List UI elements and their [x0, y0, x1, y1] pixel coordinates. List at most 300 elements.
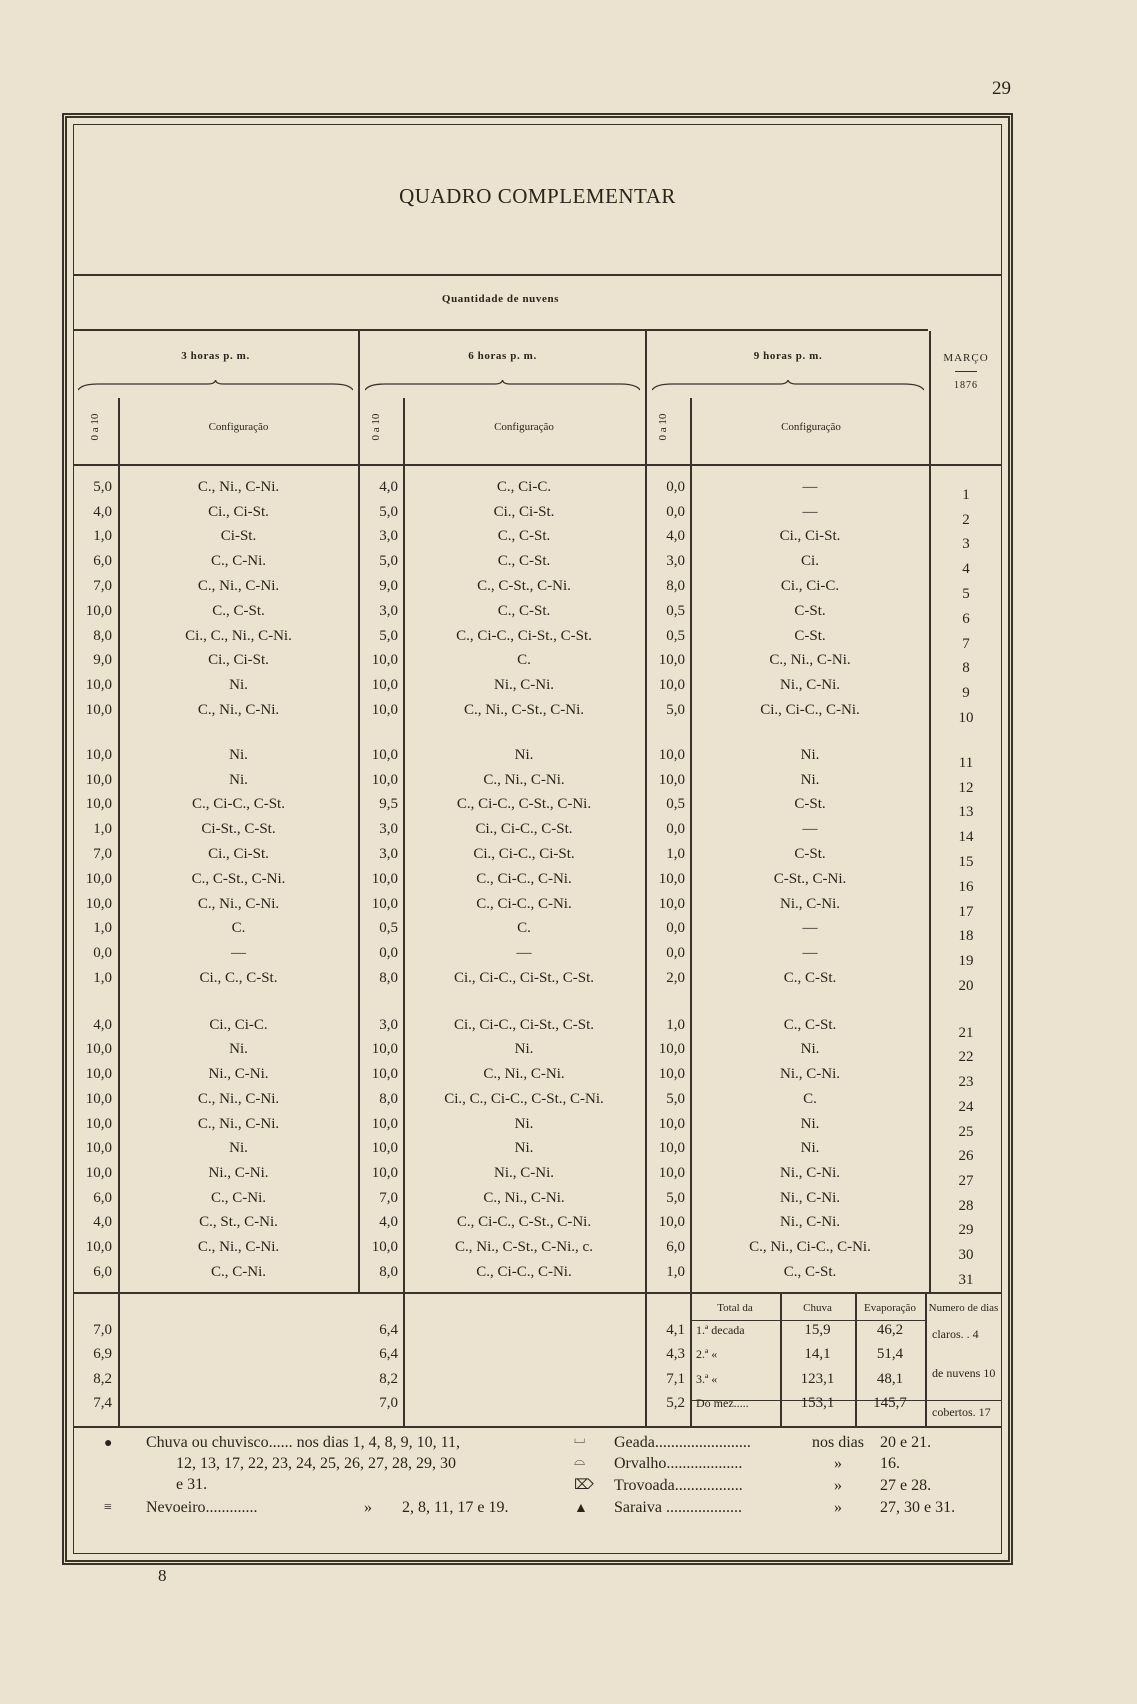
cloud-config-cell: Ci., Ci-C., Ci-St. — [473, 846, 575, 862]
day-cell: 27 — [958, 1173, 974, 1189]
cloud-config-cell: C., Ni., C-Ni. — [197, 896, 280, 912]
cloud-amount-cell: 10,0 — [658, 1041, 685, 1057]
cloud-config-cell: C., C-St., C-Ni. — [477, 578, 571, 594]
day-cell: 28 — [958, 1198, 974, 1214]
cloud-amount-cell: 0,0 — [379, 945, 398, 961]
cloud-config-cell: — — [802, 479, 818, 495]
cloud-amount-cell: 10,0 — [85, 702, 112, 718]
summary-chuva-cell: 14,1 — [804, 1346, 831, 1362]
legend-fog: Nevoeiro............. — [146, 1499, 258, 1516]
cloud-config-cell: Ni. — [514, 1041, 534, 1057]
cloud-amount-cell: 0,5 — [666, 796, 685, 812]
summary-v3-cell: 7,0 — [93, 1322, 112, 1338]
cloud-amount-cell: 0,0 — [666, 504, 685, 520]
cloud-amount-cell: 0,5 — [666, 628, 685, 644]
cloud-amount-cell: 7,0 — [93, 578, 112, 594]
period-9pm-label: 9 horas p. m. — [753, 350, 823, 362]
day-cell: 24 — [958, 1099, 974, 1115]
header-rule — [73, 464, 1002, 466]
cloud-amount-cell: 10,0 — [371, 896, 398, 912]
legend-rain-line1: Chuva ou chuvisco...... nos dias 1, 4, 8, 9, 10, 11, — [146, 1434, 461, 1451]
cloud-config-cell: C., Ci-C., C-St. — [192, 796, 285, 812]
cloud-config-cell: C., Ni., Ci-C., C-Ni. — [749, 1239, 871, 1255]
cloud-amount-cell: 10,0 — [371, 1165, 398, 1181]
dias-nuvens: de nuvens 10 — [932, 1366, 996, 1380]
cloud-amount-cell: 5,0 — [379, 504, 398, 520]
thunder-icon: ⌦ — [574, 1478, 594, 1493]
cloud-amount-cell: 10,0 — [371, 1140, 398, 1156]
cloud-amount-cell: 5,0 — [93, 479, 112, 495]
cloud-amount-cell: 8,0 — [379, 970, 398, 986]
summary-evap-cell: 46,2 — [876, 1322, 904, 1338]
summary-evap-cell: 48,1 — [876, 1371, 904, 1387]
cloud-config-cell: Ci., C., Ni., C-Ni. — [185, 628, 292, 644]
scale-6pm: 0 a 10 — [370, 413, 382, 441]
cloud-config-cell: C., C-St. — [783, 970, 837, 986]
cloud-config-cell: C., C-St. — [497, 603, 551, 619]
cloud-config-cell: Ni., C-Ni. — [208, 1066, 269, 1082]
group-header: Quantidade de nuvens — [441, 293, 560, 305]
cloud-amount-cell: 4,0 — [379, 1214, 398, 1230]
cloud-config-cell: Ci., Ci-St. — [779, 528, 841, 544]
legend-thunder: Trovoada................. — [614, 1477, 743, 1494]
brace-3pm — [78, 380, 353, 392]
frost-icon: ⌴ — [574, 1432, 586, 1447]
cloud-config-cell: Ni. — [800, 747, 820, 763]
cloud-amount-cell: 1,0 — [666, 1017, 685, 1033]
cloud-amount-cell: 7,0 — [379, 1190, 398, 1206]
title-rule — [73, 274, 1002, 276]
summary-bottom-rule — [73, 1426, 1002, 1428]
legend-rain-line2: 12, 13, 17, 22, 23, 24, 25, 26, 27, 28, 29, 30 — [176, 1455, 456, 1472]
cloud-config-cell: Ni. — [514, 1140, 534, 1156]
cloud-amount-cell: 3,0 — [379, 603, 398, 619]
cloud-config-cell: Ni. — [800, 1140, 820, 1156]
cloud-amount-cell: 10,0 — [85, 603, 112, 619]
day-cell: 8 — [962, 660, 970, 676]
legend-frost-days: 20 e 21. — [880, 1434, 932, 1451]
cloud-config-cell: C-St., C-Ni. — [773, 871, 847, 887]
cloud-config-cell: Ci., Ci-C., Ci-St., C-St. — [453, 1017, 595, 1033]
cloud-amount-cell: 1,0 — [666, 1264, 685, 1280]
cloud-config-cell: Ni. — [229, 677, 248, 693]
cloud-config-cell: C., Ci-C., Ci-St., C-St. — [456, 628, 592, 644]
scale-9pm: 0 a 10 — [657, 413, 669, 441]
hail-icon: ▲ — [574, 1501, 588, 1516]
cloud-config-cell: Ci., Ci-C., C-Ni. — [760, 702, 860, 718]
cloud-amount-cell: 10,0 — [371, 747, 398, 763]
cloud-config-cell: C., Ni., C-Ni. — [197, 1091, 280, 1107]
summary-chuva-cell: 15,9 — [804, 1322, 831, 1338]
brace-6pm — [365, 380, 640, 392]
summary-chuva-cell: 153,1 — [800, 1395, 835, 1411]
cloud-config-cell: C., St., C-Ni. — [199, 1214, 278, 1230]
cloud-config-cell: C., Ci-C. — [496, 479, 552, 495]
cloud-amount-cell: 6,0 — [93, 553, 112, 569]
month-header: MARÇO — [943, 352, 989, 364]
cloud-amount-cell: 10,0 — [85, 1091, 112, 1107]
summary-v3-cell: 7,4 — [93, 1395, 112, 1411]
summary-evap-cell: 51,4 — [876, 1346, 904, 1362]
day-cell: 15 — [958, 854, 974, 870]
cloud-config-cell: Ni., C-Ni. — [780, 896, 840, 912]
cloud-config-cell: Ci., Ci-St. — [208, 846, 269, 862]
cloud-config-cell: C., Ni., C-Ni. — [769, 652, 851, 668]
cloud-amount-cell: 10,0 — [371, 772, 398, 788]
cloud-config-cell: Ni., C-Ni. — [208, 1165, 269, 1181]
cloud-config-cell: C-St. — [794, 628, 826, 644]
day-cell: 7 — [962, 636, 970, 652]
cloud-amount-cell: 10,0 — [658, 1140, 685, 1156]
period-3pm-label: 3 horas p. m. — [181, 350, 250, 362]
day-cell: 21 — [958, 1025, 974, 1041]
cloud-amount-cell: 3,0 — [379, 821, 398, 837]
summary-v6-cell: 6,4 — [379, 1346, 398, 1362]
day-cell: 12 — [958, 780, 974, 796]
cloud-amount-cell: 9,5 — [379, 796, 398, 812]
day-cell: 26 — [958, 1148, 974, 1164]
cloud-amount-cell: 0,5 — [666, 603, 685, 619]
cloud-amount-cell: 10,0 — [371, 1239, 398, 1255]
cloud-amount-cell: 6,0 — [93, 1190, 112, 1206]
dias-claros: claros. . 4 — [932, 1327, 979, 1341]
cloud-amount-cell: 4,0 — [93, 1017, 112, 1033]
cloud-config-cell: C., Ni., C-Ni. — [483, 1066, 565, 1082]
cloud-amount-cell: 10,0 — [371, 677, 398, 693]
cloud-amount-cell: 10,0 — [658, 1165, 685, 1181]
cloud-config-cell: C., Ci-C., C-Ni. — [476, 896, 572, 912]
config-9pm: Configuração — [781, 421, 841, 433]
cloud-config-cell: Ni. — [800, 1041, 820, 1057]
cloud-amount-cell: 4,0 — [666, 528, 685, 544]
cloud-config-cell: C., Ni., C-Ni. — [197, 479, 280, 495]
cloud-config-cell: Ni., C-Ni. — [780, 1165, 840, 1181]
cloud-amount-cell: 10,0 — [658, 1116, 685, 1132]
cloud-amount-cell: 10,0 — [371, 1041, 398, 1057]
summary-period-cell: 1.ª decada — [696, 1323, 745, 1337]
cloud-amount-cell: 10,0 — [85, 772, 112, 788]
cloud-amount-cell: 10,0 — [371, 1116, 398, 1132]
cloud-config-cell: Ci., Ci-St. — [493, 504, 555, 520]
cloud-config-cell: Ni., C-Ni. — [780, 1066, 840, 1082]
cloud-amount-cell: 0,0 — [666, 920, 685, 936]
cloud-config-cell: — — [802, 821, 818, 837]
cloud-config-cell: C. — [231, 920, 246, 936]
legend-thunder-days: 27 e 28. — [880, 1477, 932, 1494]
cloud-amount-cell: 10,0 — [658, 896, 685, 912]
cloud-config-cell: C., Ni., C-Ni. — [197, 578, 280, 594]
summary-period-cell: 3.ª « — [696, 1372, 718, 1386]
legend-dew: Orvalho................... — [614, 1455, 743, 1472]
day-cell: 16 — [958, 879, 974, 895]
page-number: 29 — [992, 78, 1011, 99]
inner-frame — [73, 124, 1002, 1554]
cloud-amount-cell: 4,0 — [379, 479, 398, 495]
summary-v9-cell: 7,1 — [666, 1371, 685, 1387]
legend-dew-days: 16. — [880, 1455, 900, 1472]
cloud-amount-cell: 1,0 — [93, 970, 112, 986]
cloud-config-cell: Ci-St. — [220, 528, 257, 544]
cloud-amount-cell: 10,0 — [85, 1140, 112, 1156]
cloud-amount-cell: 5,0 — [379, 628, 398, 644]
summary-top-rule — [73, 1292, 1002, 1294]
cloud-amount-cell: 7,0 — [93, 846, 112, 862]
scale-3pm: 0 a 10 — [89, 413, 101, 441]
cloud-amount-cell: 10,0 — [658, 747, 685, 763]
year-header: 1876 — [954, 380, 978, 391]
day-cell: 3 — [962, 536, 970, 552]
cloud-config-cell: C., Ci-C., C-Ni. — [476, 871, 572, 887]
legend-frost: Geada........................ — [614, 1434, 751, 1451]
group-rule — [73, 329, 928, 331]
fog-lines-icon: ≡ — [104, 1500, 112, 1515]
cloud-config-cell: Ni., C-Ni. — [780, 1214, 840, 1230]
cloud-amount-cell: 5,0 — [666, 1091, 685, 1107]
day-cell: 17 — [958, 904, 974, 920]
table-title: QUADRO COMPLEMENTAR — [399, 184, 676, 208]
summary-v6-cell: 8,2 — [379, 1371, 398, 1387]
footer-page-number: 8 — [158, 1566, 167, 1585]
cloud-amount-cell: 10,0 — [371, 652, 398, 668]
cloud-amount-cell: 1,0 — [93, 821, 112, 837]
cloud-amount-cell: 10,0 — [85, 677, 112, 693]
cloud-config-cell: Ci., Ci-C., Ci-St., C-St. — [453, 970, 595, 986]
day-cell: 2 — [962, 512, 970, 528]
month-rule — [955, 371, 977, 372]
dias-cobertos: cobertos. 17 — [932, 1405, 991, 1419]
cloud-amount-cell: 10,0 — [371, 1066, 398, 1082]
cloud-config-cell: C., Ci-C., C-Ni. — [476, 1264, 572, 1280]
cloud-config-cell: C., Ni., C-Ni. — [197, 1116, 280, 1132]
summary-v3-cell: 8,2 — [93, 1371, 112, 1387]
cloud-config-cell: C. — [803, 1091, 817, 1107]
legend-hail-quote: » — [834, 1499, 842, 1516]
cloud-config-cell: Ci., Ci-C., C-St. — [475, 821, 573, 837]
cloud-amount-cell: 10,0 — [85, 747, 112, 763]
summary-period-cell: Do mez..... — [696, 1396, 749, 1410]
cloud-config-cell: C., Ci-C., C-St., C-Ni. — [456, 1214, 592, 1230]
day-cell: 20 — [958, 978, 974, 994]
cloud-amount-cell: 10,0 — [85, 1116, 112, 1132]
cloud-config-cell: Ci., Ci-St. — [208, 652, 269, 668]
day-cell: 25 — [958, 1124, 974, 1140]
cloud-config-cell: Ci., C., C-St. — [199, 970, 278, 986]
summary-v9-cell: 5,2 — [666, 1395, 685, 1411]
summary-v3-cell: 6,9 — [93, 1346, 112, 1362]
day-cell: 23 — [958, 1074, 974, 1090]
cloud-amount-cell: 10,0 — [658, 1214, 685, 1230]
cloud-config-cell: C. — [517, 920, 531, 936]
cloud-config-cell: C., Ci-C., C-St., C-Ni. — [456, 796, 592, 812]
sum-header-total: Total da — [717, 1302, 753, 1314]
cloud-config-cell: C., C-St. — [783, 1017, 837, 1033]
day-cell: 31 — [958, 1272, 974, 1288]
cloud-config-cell: C. — [517, 652, 531, 668]
cloud-config-cell: Ni. — [229, 747, 248, 763]
cloud-amount-cell: 10,0 — [85, 1041, 112, 1057]
cloud-config-cell: Ni., C-Ni. — [780, 677, 840, 693]
cloud-config-cell: Ci-St., C-St. — [201, 821, 276, 837]
day-cell: 13 — [958, 804, 974, 820]
cloud-amount-cell: 2,0 — [666, 970, 685, 986]
cloud-amount-cell: 10,0 — [85, 896, 112, 912]
cloud-config-cell: C., C-Ni. — [210, 553, 266, 569]
cloud-config-cell: Ni., C-Ni. — [494, 677, 554, 693]
cloud-amount-cell: 10,0 — [85, 871, 112, 887]
cloud-amount-cell: 3,0 — [379, 1017, 398, 1033]
summary-v6-cell: 7,0 — [379, 1395, 398, 1411]
cloud-amount-cell: 10,0 — [85, 1165, 112, 1181]
cloud-config-cell: Ni. — [229, 1041, 248, 1057]
cloud-amount-cell: 4,0 — [93, 504, 112, 520]
dew-icon: ⌓ — [574, 1454, 586, 1469]
cloud-amount-cell: 5,0 — [666, 702, 685, 718]
summary-v9-cell: 4,1 — [666, 1322, 685, 1338]
cloud-config-cell: Ni. — [800, 1116, 820, 1132]
day-cell: 14 — [958, 829, 974, 845]
cloud-amount-cell: 9,0 — [93, 652, 112, 668]
cloud-config-cell: C., Ni., C-Ni. — [483, 772, 565, 788]
period-6pm-label: 6 horas p. m. — [468, 350, 537, 362]
cloud-config-cell: C., C-St. — [497, 528, 551, 544]
cloud-config-cell: C-St. — [794, 796, 826, 812]
cloud-amount-cell: 3,0 — [379, 846, 398, 862]
day-cell: 30 — [958, 1247, 974, 1263]
cloud-config-cell: Ci., Ci-St. — [208, 504, 269, 520]
cloud-config-cell: Ci., C., Ci-C., C-St., C-Ni. — [444, 1091, 604, 1107]
cloud-config-cell: Ni. — [800, 772, 820, 788]
cloud-amount-cell: 10,0 — [85, 1066, 112, 1082]
cloud-amount-cell: 10,0 — [658, 1066, 685, 1082]
cloud-amount-cell: 1,0 — [666, 846, 685, 862]
cloud-config-cell: C., C-St. — [212, 603, 265, 619]
cloud-config-cell: C., Ni., C-St., C-Ni. — [463, 702, 584, 718]
cloud-config-cell: — — [802, 920, 818, 936]
rain-dot-icon: ● — [104, 1436, 113, 1451]
summary-chuva-cell: 123,1 — [800, 1371, 835, 1387]
cloud-config-cell: — — [516, 945, 532, 961]
day-cell: 22 — [958, 1049, 974, 1065]
cloud-amount-cell: 9,0 — [379, 578, 398, 594]
sum-header-evap: Evaporação — [864, 1302, 916, 1314]
cloud-config-cell: Ci. — [801, 553, 819, 569]
cloud-amount-cell: 6,0 — [93, 1264, 112, 1280]
cloud-amount-cell: 4,0 — [93, 1214, 112, 1230]
cloud-config-cell: C-St. — [794, 603, 826, 619]
cloud-amount-cell: 10,0 — [658, 677, 685, 693]
cloud-amount-cell: 8,0 — [93, 628, 112, 644]
cloud-amount-cell: 0,0 — [666, 945, 685, 961]
day-cell: 1 — [962, 487, 970, 503]
legend-frost-quote: nos dias — [812, 1434, 864, 1451]
cloud-config-cell: Ni., C-Ni. — [780, 1190, 840, 1206]
cloud-config-cell: Ci., Ci-C. — [209, 1017, 268, 1033]
day-cell: 6 — [962, 611, 970, 627]
cloud-config-cell: C., Ni., C-Ni. — [197, 702, 280, 718]
sum-line-1 — [118, 1294, 120, 1426]
cloud-config-cell: Ni. — [514, 1116, 534, 1132]
cloud-amount-cell: 0,0 — [93, 945, 112, 961]
summary-v6-cell: 6,4 — [379, 1322, 398, 1338]
day-cell: 18 — [958, 928, 974, 944]
cloud-config-cell: Ni. — [514, 747, 534, 763]
day-cell: 5 — [962, 586, 970, 602]
day-cell: 4 — [962, 561, 970, 577]
cloud-config-cell: C-St. — [794, 846, 826, 862]
legend-fog-quote: » — [364, 1499, 372, 1516]
config-6pm: Configuração — [494, 421, 554, 433]
cloud-config-cell: C., C-St. — [497, 553, 551, 569]
cloud-amount-cell: 1,0 — [93, 920, 112, 936]
summary-period-cell: 2.ª « — [696, 1347, 718, 1361]
cloud-amount-cell: 5,0 — [666, 1190, 685, 1206]
cloud-config-cell: C., C-St. — [783, 1264, 837, 1280]
cloud-amount-cell: 0,0 — [666, 821, 685, 837]
sum-dias-rule — [925, 1400, 1002, 1401]
legend-fog-days: 2, 8, 11, 17 e 19. — [402, 1499, 509, 1516]
cloud-amount-cell: 0,5 — [379, 920, 398, 936]
cloud-amount-cell: 8,0 — [379, 1091, 398, 1107]
summary-evap-cell: 145,7 — [873, 1395, 907, 1411]
sum-header-dias: Numero de dias — [928, 1302, 999, 1314]
cloud-amount-cell: 5,0 — [379, 553, 398, 569]
cloud-config-cell: C., Ni., C-Ni. — [197, 1239, 280, 1255]
cloud-config-cell: — — [802, 945, 818, 961]
legend-hail-days: 27, 30 e 31. — [880, 1499, 956, 1516]
cloud-amount-cell: 10,0 — [658, 652, 685, 668]
cloud-config-cell: — — [802, 504, 818, 520]
cloud-amount-cell: 10,0 — [371, 702, 398, 718]
day-cell: 19 — [958, 953, 974, 969]
cloud-amount-cell: 3,0 — [666, 553, 685, 569]
summary-v9-cell: 4,3 — [666, 1346, 685, 1362]
brace-9pm — [652, 380, 924, 392]
cloud-config-cell: Ni., C-Ni. — [494, 1165, 554, 1181]
day-cell: 11 — [958, 755, 974, 771]
cloud-config-cell: C., C-Ni. — [210, 1190, 266, 1206]
cloud-config-cell: C., C-Ni. — [210, 1264, 266, 1280]
cloud-config-cell: C., C-St., C-Ni. — [191, 871, 286, 887]
cloud-amount-cell: 10,0 — [371, 871, 398, 887]
day-cell: 29 — [958, 1222, 974, 1238]
cloud-amount-cell: 6,0 — [666, 1239, 685, 1255]
cloud-amount-cell: 3,0 — [379, 528, 398, 544]
cloud-config-cell: C., Ni., C-St., C-Ni., c. — [455, 1239, 593, 1255]
config-3pm: Configuração — [208, 421, 269, 433]
legend-hail: Saraiva ................... — [614, 1499, 742, 1516]
cloud-config-cell: — — [231, 945, 246, 961]
cloud-amount-cell: 10,0 — [658, 772, 685, 788]
cloud-config-cell: Ni. — [229, 1140, 248, 1156]
legend-dew-quote: » — [834, 1455, 842, 1472]
legend-thunder-quote: » — [834, 1477, 842, 1494]
cloud-amount-cell: 1,0 — [93, 528, 112, 544]
cloud-amount-cell: 10,0 — [85, 1239, 112, 1255]
cloud-amount-cell: 8,0 — [666, 578, 685, 594]
cloud-amount-cell: 8,0 — [379, 1264, 398, 1280]
cloud-amount-cell: 0,0 — [666, 479, 685, 495]
day-cell: 10 — [958, 710, 974, 726]
cloud-config-cell: Ni. — [229, 772, 248, 788]
legend-rain-line3: e 31. — [176, 1476, 208, 1493]
sum-line-2 — [403, 1294, 405, 1426]
cloud-config-cell: C., Ni., C-Ni. — [483, 1190, 565, 1206]
cloud-amount-cell: 10,0 — [658, 871, 685, 887]
sum-header-chuva: Chuva — [803, 1302, 832, 1314]
cloud-config-cell: Ci., Ci-C. — [780, 578, 840, 594]
cloud-amount-cell: 10,0 — [85, 796, 112, 812]
day-cell: 9 — [962, 685, 970, 701]
